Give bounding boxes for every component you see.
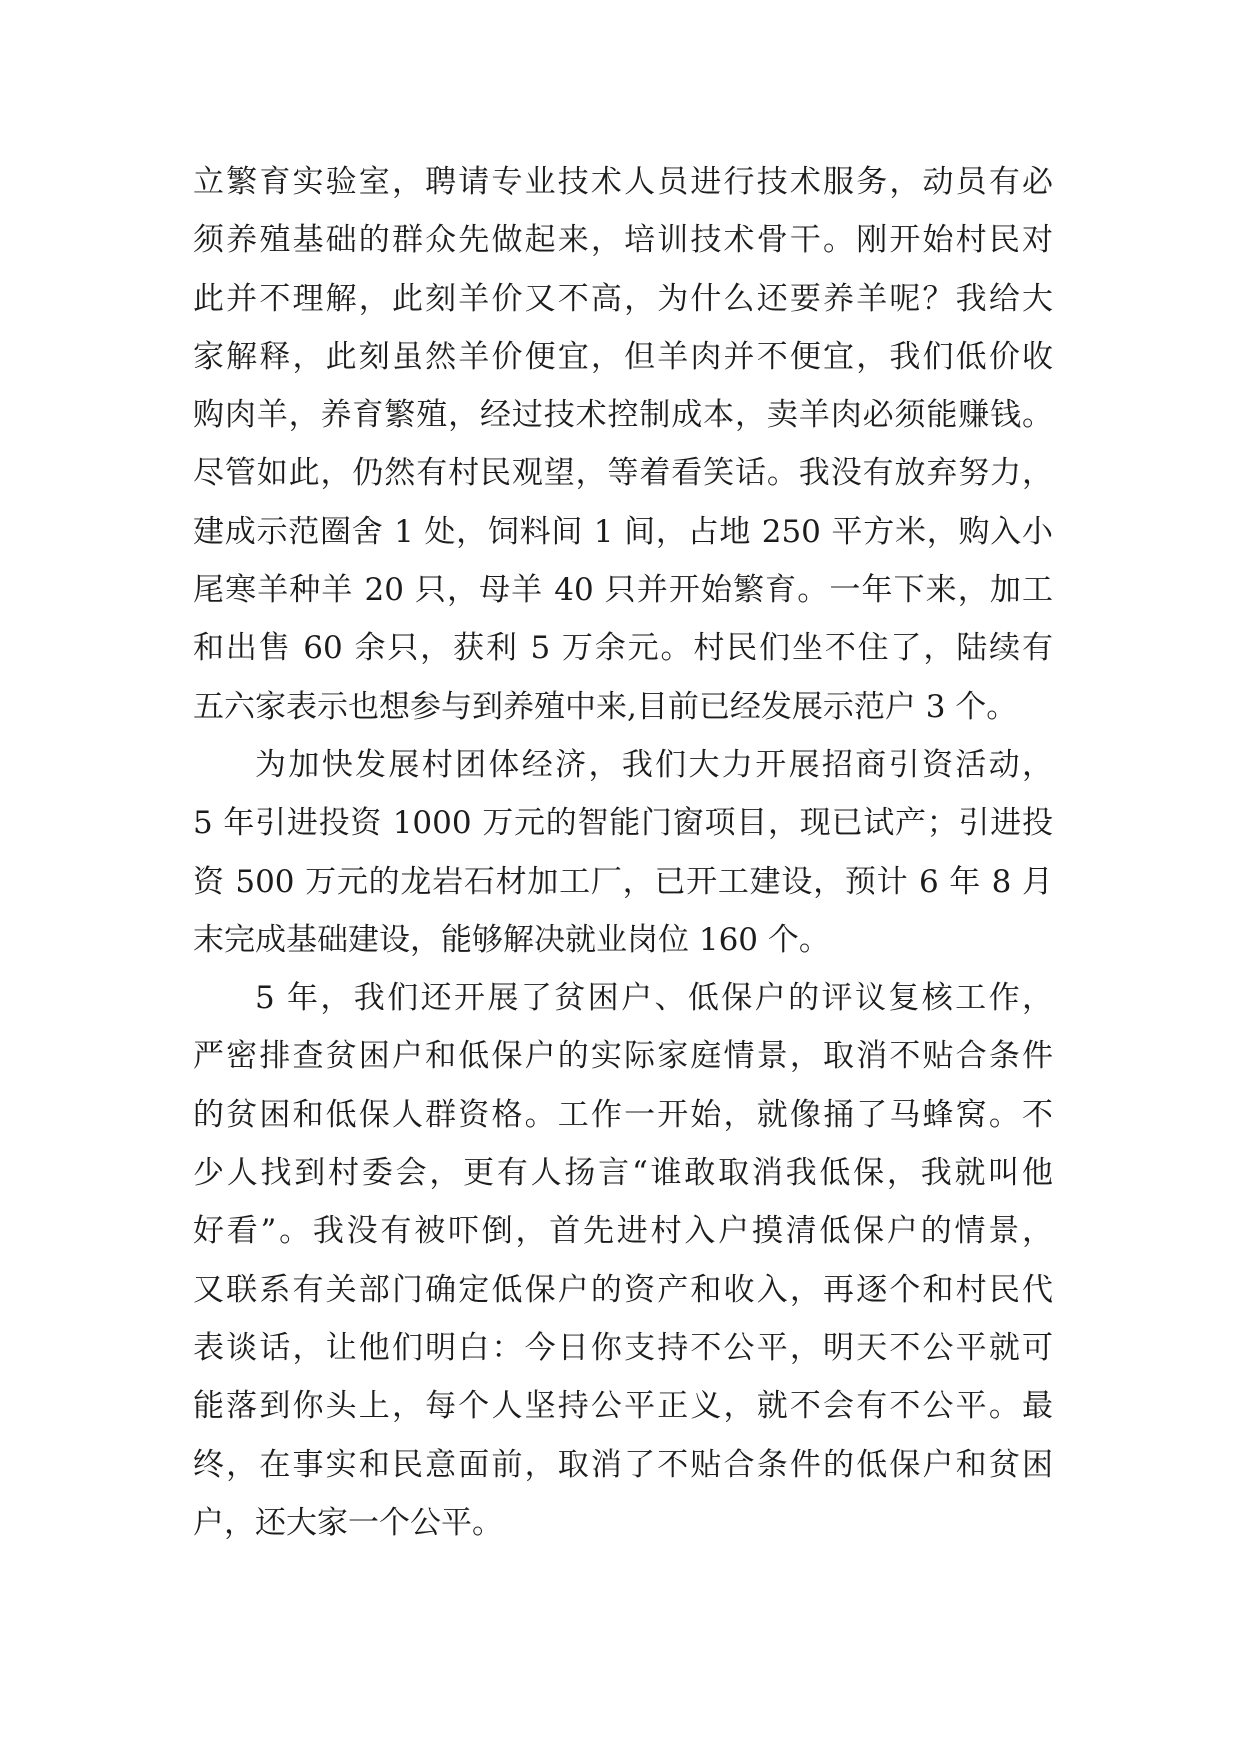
text-line: 尽管如此，仍然有村民观望，等着看笑话。我没有放弃努力， [193,455,1053,492]
text-line: 和出售 60 余只，获利 5 万余元。村民们坐不住了，陆续有 [193,630,1053,667]
body-text [193,162,1053,1561]
text-line: 的贫困和低保人群资格。工作一开始，就像捅了马蜂窝。不 [193,1096,1053,1133]
text-line: 5 年引进投资 1000 万元的智能门窗项目，现已试产；引进投 [193,805,1053,842]
text-line: 5 年，我们还开展了贫困户、低保户的评议复核工作， [255,980,1053,1017]
text-line: 家解释，此刻虽然羊价便宜，但羊肉并不便宜，我们低价收 [193,338,1053,375]
text-line: 终，在事实和民意面前，取消了不贴合条件的低保户和贫困 [193,1446,1053,1483]
text-line: 末完成基础建设，能够解决就业岗位 160 个。 [193,921,830,958]
text-line: 又联系有关部门确定低保户的资产和收入，再逐个和村民代 [193,1271,1053,1308]
text-line: 户，还大家一个公平。 [193,1504,503,1541]
text-line: 能落到你头上，每个人坚持公平正义，就不会有不公平。最 [193,1388,1053,1425]
text-line: 购肉羊，养育繁殖，经过技术控制成本，卖羊肉必须能赚钱。 [193,397,1053,434]
text-line: 此并不理解，此刻羊价又不高，为什么还要养羊呢？我给大 [193,280,1053,317]
text-line: 资 500 万元的龙岩石材加工厂，已开工建设，预计 6 年 8 月 [193,863,1053,900]
text-line: 严密排查贫困户和低保户的实际家庭情景，取消不贴合条件 [193,1038,1053,1075]
text-line: 立繁育实验室，聘请专业技术人员进行技术服务，动员有必 [193,164,1053,200]
text-line: 少人找到村委会，更有人扬言“谁敢取消我低保，我就叫他 [193,1155,1053,1192]
paragraph-1 [193,162,1053,745]
paragraph-3 [193,978,1053,1561]
text-line: 建成示范圈舍 1 处，饲料间 1 间，占地 250 平方米，购入小 [193,513,1053,550]
text-line: 须养殖基础的群众先做起来，培训技术骨干。刚开始村民对 [193,222,1053,259]
text-line: 好看”。我没有被吓倒，首先进村入户摸清低保户的情景， [193,1213,1053,1250]
paragraph-2 [193,745,1053,978]
text-line: 五六家表示也想参与到养殖中来,目前已经发展示范户 3 个。 [193,688,1018,725]
text-line: 尾寒羊种羊 20 只，母羊 40 只并开始繁育。一年下来，加工 [193,572,1053,609]
text-line: 表谈话，让他们明白：今日你支持不公平，明天不公平就可 [193,1329,1053,1366]
text-line: 为加快发展村团体经济，我们大力开展招商引资活动， [255,746,1053,783]
